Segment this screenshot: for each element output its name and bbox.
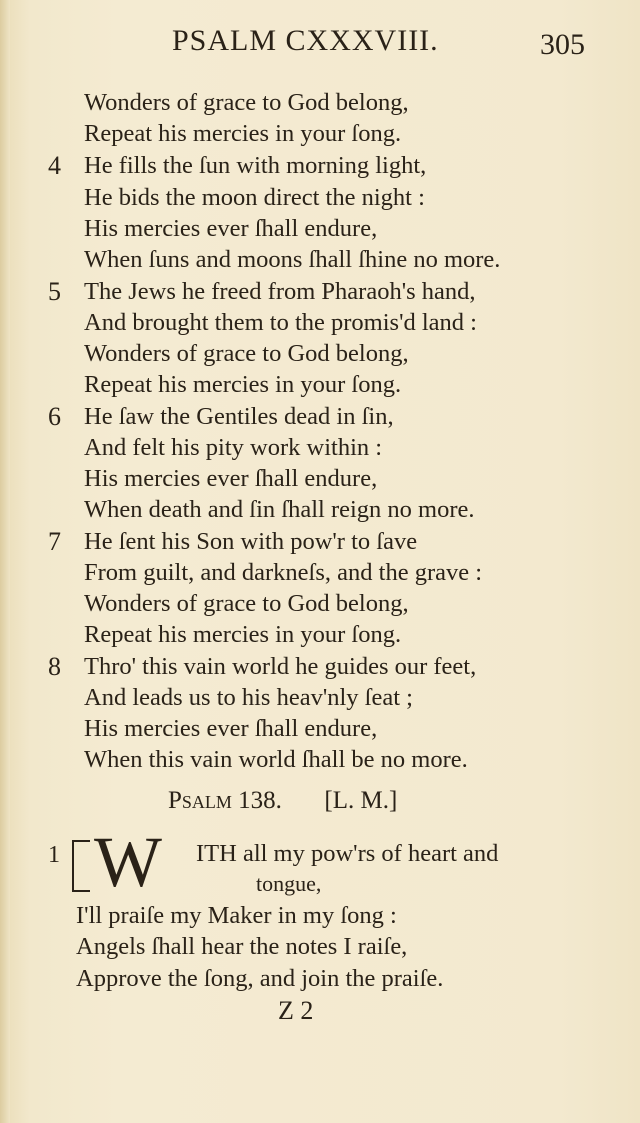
page-number: 305 (540, 28, 585, 61)
verse-number: 6 (48, 402, 61, 431)
verse-text: When this vain world ſhall be no more. (84, 746, 468, 773)
page-edge (0, 0, 10, 1123)
verse-text: From guilt, and darkneſs, and the grave : (84, 559, 483, 586)
verse-text: His mercies ever ſhall endure, (84, 715, 378, 742)
verse-text: And leads us to his heav'nly ſeat ; (84, 684, 413, 711)
verse-text: Wonders of grace to God belong, (84, 590, 409, 617)
verse-text: His mercies ever ſhall endure, (84, 465, 378, 492)
psalm-heading (168, 787, 397, 815)
verse-number: 4 (48, 151, 61, 180)
psalm-title: Psalm 138. (168, 787, 282, 814)
verse-text: His mercies ever ſhall endure, (84, 215, 378, 242)
verse-number: 5 (48, 277, 61, 306)
verse-number: 1 (48, 842, 60, 868)
verse-text: Thro' this vain world he guides our feet, (84, 653, 477, 680)
verse-text: I'll praiſe my Maker in my ſong : (76, 902, 397, 929)
verse-text: He ſaw the Gentiles dead in ſin, (84, 403, 394, 430)
verse-text: Repeat his mercies in your ſong. (84, 371, 402, 398)
psalm-meter: [L. M.] (324, 787, 398, 814)
verse-text: tongue, (256, 871, 322, 896)
page-header (0, 22, 640, 62)
verse-text: ITH all my pow'rs of heart and (196, 840, 499, 867)
drop-cap-bracket (72, 840, 90, 892)
verse-text: Repeat his mercies in your ſong. (84, 120, 402, 147)
verse-number: 8 (48, 652, 61, 681)
verse-text: Wonders of grace to God belong, (84, 340, 409, 367)
verse-number: 7 (48, 527, 61, 556)
drop-cap: W (94, 822, 162, 902)
verse-text: Wonders of grace to God belong, (84, 89, 409, 116)
verse-text: Repeat his mercies in your ſong. (84, 621, 402, 648)
verse-text: When ſuns and moons ſhall ſhine no more. (84, 246, 501, 273)
verse-text: He bids the moon direct the night : (84, 184, 425, 211)
verse-text: He ſent his Son with pow'r to ſave (84, 528, 418, 555)
verse-text: And felt his pity work within : (84, 434, 383, 461)
signature-mark: Z 2 (278, 996, 314, 1025)
verse-text: When death and ſin ſhall reign no more. (84, 496, 475, 523)
verse-text: Angels ſhall hear the notes I raiſe, (76, 933, 408, 960)
running-title: PSALM CXXXVIII. (172, 24, 439, 57)
verse-text: The Jews he freed from Pharaoh's hand, (84, 278, 476, 305)
verse-text: And brought them to the promis'd land : (84, 309, 477, 336)
verse-text: He fills the ſun with morning light, (84, 152, 427, 179)
verse-text: Approve the ſong, and join the praiſe. (76, 965, 444, 992)
